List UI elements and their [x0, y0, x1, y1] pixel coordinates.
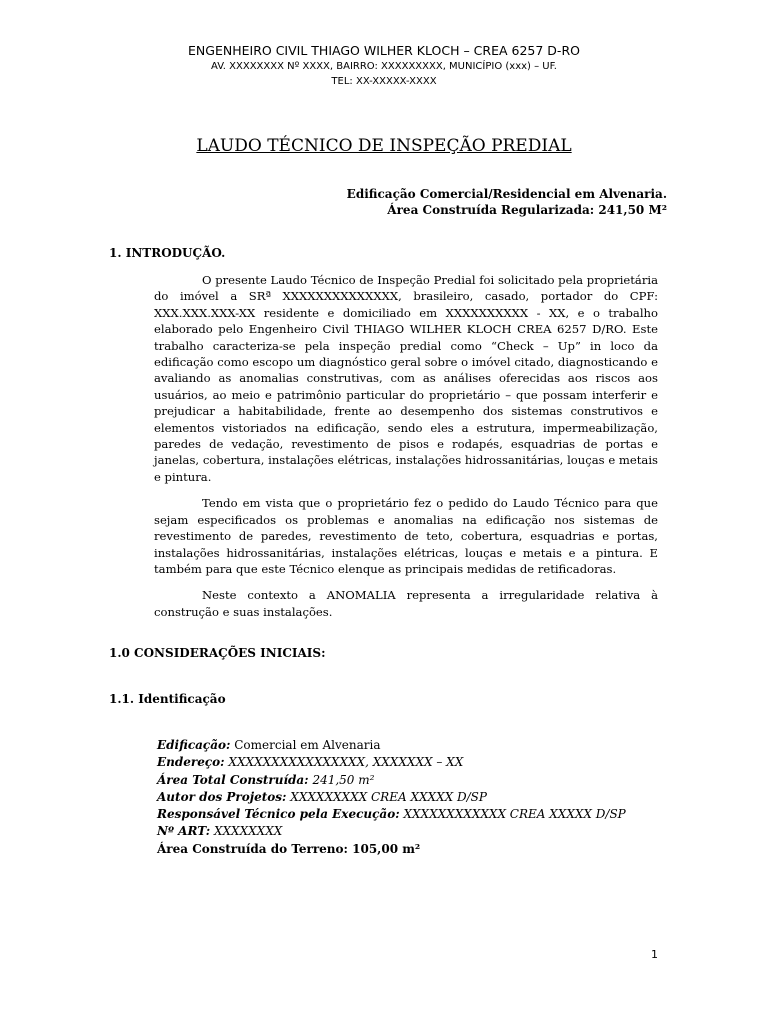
identification-label: Área Construída do Terreno:: [157, 841, 348, 856]
identification-label: Autor dos Projetos:: [157, 789, 287, 804]
section-heading-introduction: 1. INTRODUÇÃO.: [109, 246, 226, 260]
identification-value: 105,00 m²: [347, 841, 421, 856]
paragraph: Neste contexto a ANOMALIA representa a irregularidade relativa à construção e suas instalações.: [154, 588, 658, 619]
letterhead: [0, 42, 768, 89]
identification-value: XXXXXXXXXXXXXXXX, XXXXXXX – XX: [224, 755, 464, 770]
letterhead-phone: TEL: XX-XXXXX-XXXX: [331, 76, 437, 87]
identification-label: Nº ART:: [157, 824, 211, 839]
paragraph: Tendo em vista que o proprietário fez o pedido do Laudo Técnico para que sejam especificados os problemas e anomalias na edificação nos sistemas de revestimento de paredes, revestimento de teto, cobertura, esquadrias e portas, instalações hidrossanitárias, instalações elétricas, louças e metais e a pintura. E também para que este Técnico elenque as principais medidas de retificadoras.: [154, 496, 658, 576]
letterhead-name: ENGENHEIRO CIVIL THIAGO WILHER KLOCH – CREA 6257 D-RO: [188, 43, 580, 58]
identification-label: Responsável Técnico pela Execução:: [157, 807, 400, 822]
identification-label: Área Total Construída:: [157, 772, 309, 787]
identification-row: [157, 789, 626, 806]
identification-label: Endereço:: [157, 755, 225, 770]
identification-row: [157, 772, 626, 789]
subtitle-built-area: Área Construída Regularizada: 241,50 M²: [387, 203, 667, 217]
subtitle-building-type: Edificação Comercial/Residencial em Alvenaria.: [346, 187, 667, 201]
identification-value: 241,50 m²: [308, 772, 375, 787]
document-subtitle: [347, 186, 667, 218]
identification-row: [157, 737, 626, 754]
identification-row: [157, 841, 626, 858]
document-title: LAUDO TÉCNICO DE INSPEÇÃO PREDIAL: [196, 136, 572, 156]
identification-label: Edificação:: [157, 738, 231, 752]
identification-value: XXXXXXXXX CREA XXXXX D/SP: [286, 789, 487, 804]
identification-value: XXXXXXXX: [210, 824, 283, 839]
page-number: 1: [651, 948, 658, 961]
paragraph: O presente Laudo Técnico de Inspeção Predial foi solicitado pela proprietária do imóvel a SRª XXXXXXXXXXXXXX, brasileiro, casado, portador do CPF: XXX.XXX.XXX-XX residente e domiciliado em XXXXXXXXXX - XX, e o trabalho elaborado pelo Engenheiro Civil THIAGO WILHER KLOCH CREA 6257 D/RO. Este trabalho caracteriza-se pela inspeção predial como “Check – Up” in loco da edificação como escopo um diagnóstico geral sobre o imóvel citado, diagnosticando e avaliando as anomalias construtivas, com as análises oferecidas aos riscos aos usuários, ao meio e patrimônio particular do proprietário – que possam interferir e prejudicar a habitabilidade, frente ao desempenho dos sistemas construtivos e elementos vistoriados na edificação, sendo eles a estrutura, impermeabilização, paredes de vedação, revestimento de pisos e rodapés, esquadrias de portas e janelas, cobertura, instalações elétricas, instalações hidrossanitárias, louças e metais e pintura.: [154, 273, 658, 484]
introduction-body: [154, 272, 658, 630]
letterhead-address: AV. XXXXXXXX Nº XXXX, BAIRRO: XXXXXXXXX, MUNICÍPIO (xxx) – UF.: [211, 61, 557, 72]
identification-row: [157, 754, 626, 771]
identification-list: [157, 737, 626, 858]
identification-row: [157, 806, 626, 823]
subsection-heading-identification: 1.1. Identificação: [109, 692, 226, 706]
identification-value: Comercial em Alvenaria: [230, 738, 381, 752]
identification-value: XXXXXXXXXXXX CREA XXXXX D/SP: [399, 807, 626, 822]
identification-row: [157, 823, 626, 840]
section-heading-initial-considerations: 1.0 CONSIDERAÇÕES INICIAIS:: [109, 646, 326, 660]
